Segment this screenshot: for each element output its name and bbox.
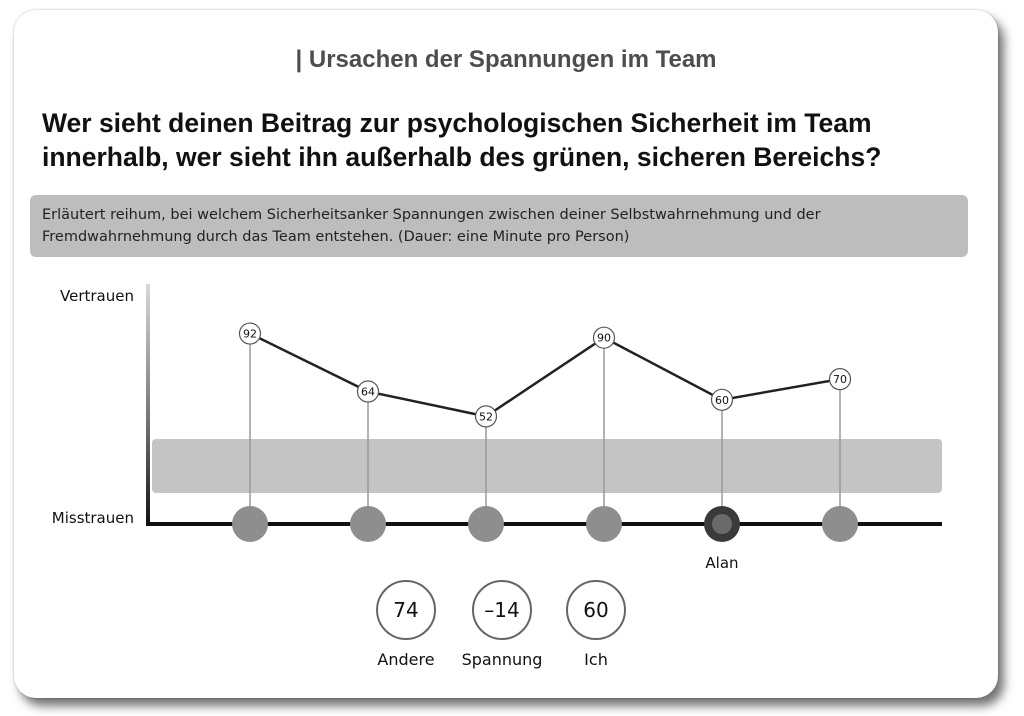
- member-name-label: Alan: [705, 554, 739, 572]
- stat-ich-value: 60: [566, 580, 626, 640]
- safe-zone-band: [152, 439, 942, 493]
- stat-spannung-label: Spannung: [461, 650, 543, 669]
- value-label: 60: [715, 393, 729, 407]
- member-avatar[interactable]: [350, 506, 386, 542]
- member-avatar[interactable]: [586, 506, 622, 542]
- y-label-bottom: Misstrauen: [51, 509, 134, 527]
- member-avatar[interactable]: [822, 506, 858, 542]
- y-axis: [146, 284, 150, 526]
- avatar-photo-icon: [712, 514, 732, 534]
- y-label-top: Vertrauen: [60, 287, 134, 305]
- value-label: 92: [243, 327, 257, 341]
- stat-spannung-value: –14: [472, 580, 532, 640]
- stat-andere-value: 74: [376, 580, 436, 640]
- stat-andere-label: Andere: [377, 650, 435, 669]
- value-label: 52: [479, 410, 493, 424]
- stat-ich-label: Ich: [584, 650, 608, 669]
- value-label: 90: [597, 331, 611, 345]
- instruction-text: Erläutert reihum, bei welchem Sicherheitsanker Spannungen zwischen deiner Selbstwahrnehmung und der Fremdwahrnehmung durch das Team entstehen. (Dauer: eine Minute pro Person): [42, 207, 821, 245]
- member-avatar[interactable]: [468, 506, 504, 542]
- member-avatar[interactable]: [232, 506, 268, 542]
- value-label: 70: [833, 373, 847, 387]
- stat-ich: [536, 580, 656, 669]
- series-line: [250, 331, 840, 417]
- value-label: 64: [361, 385, 375, 399]
- section-title: | Ursachen der Spannungen im Team: [295, 46, 717, 73]
- question-heading: Wer sieht deinen Beitrag zur psychologischen Sicherheit im Team innerhalb, wer sieht ihn außerhalb des grünen, sicheren Bereichs?: [42, 108, 882, 172]
